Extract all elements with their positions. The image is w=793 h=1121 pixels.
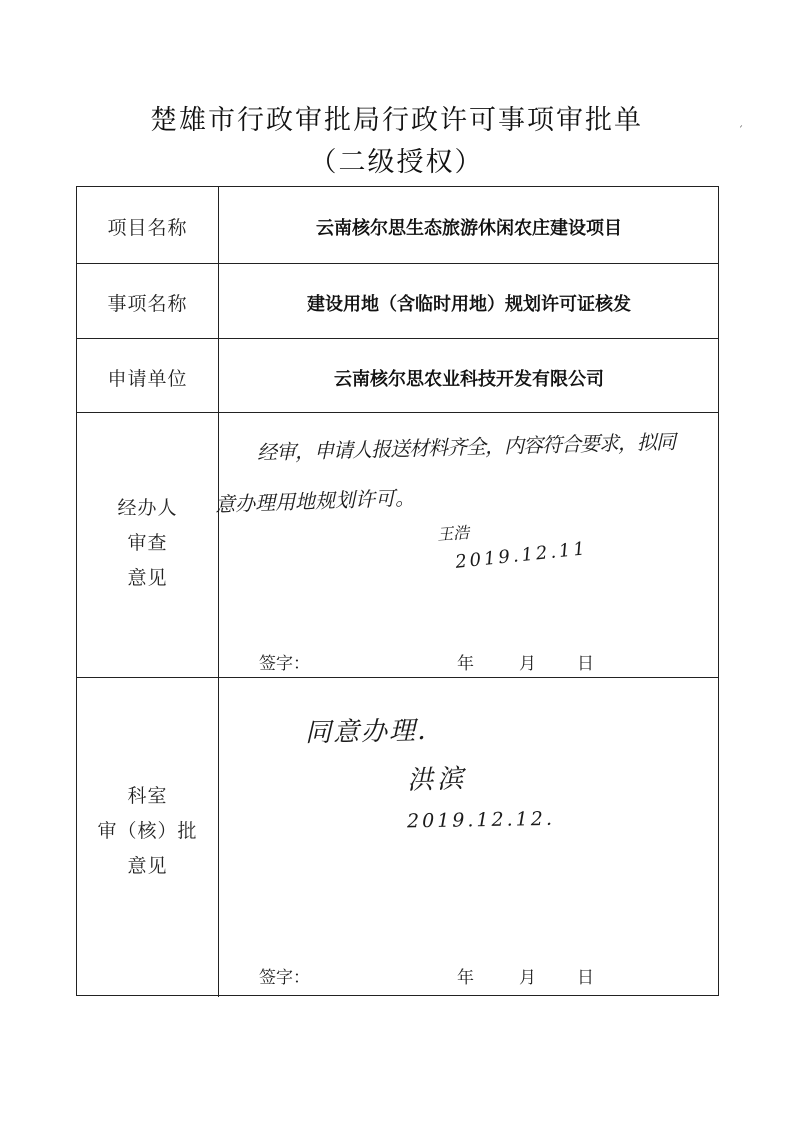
section-signature: 洪滨 — [406, 763, 468, 797]
handler-signature: 王浩 — [436, 522, 470, 545]
handler-review-label-line: 意见 — [127, 567, 168, 590]
item-name-label: 事项名称 — [107, 293, 188, 315]
handler-review-label-line: 审查 — [127, 532, 168, 555]
handler-opinion-line2: 意办理用地规划许可。 — [214, 485, 416, 517]
section-approval-label-line: 意见 — [127, 855, 168, 878]
row-divider — [77, 263, 718, 264]
corner-mark: ˊ — [738, 126, 743, 137]
handler-month-label: 月 — [519, 654, 536, 674]
section-approval-label-line: 科室 — [127, 785, 168, 807]
approval-form-table — [76, 186, 719, 996]
handler-date: 2019.12.11 — [454, 538, 589, 573]
section-month-label: 月 — [519, 968, 536, 988]
handler-day-label: 日 — [577, 654, 594, 674]
item-name-value: 建设用地（含临时用地）规划许可证核发 — [307, 294, 631, 315]
row-divider — [77, 677, 718, 678]
section-date: 2019.12.12． — [406, 807, 569, 833]
project-name-label: 项目名称 — [107, 217, 188, 239]
section-sign-label: 签字： — [259, 968, 310, 988]
section-year-label: 年 — [457, 968, 474, 988]
document-title: 楚雄市行政审批局行政许可事项审批单 — [150, 105, 643, 136]
handler-year-label: 年 — [457, 654, 474, 674]
handler-review-label — [77, 491, 218, 596]
row-divider — [77, 338, 718, 339]
section-day-label: 日 — [577, 968, 594, 988]
section-opinion: 同意办理． — [304, 715, 446, 749]
handler-sign-label: 签字： — [259, 654, 310, 674]
section-approval-label-line: 审（核）批 — [97, 820, 198, 843]
handler-review-label-line: 经办人 — [117, 497, 178, 519]
document-subtitle: （二级授权） — [309, 147, 484, 178]
section-approval-label — [77, 779, 218, 884]
project-name-value: 云南核尔思生态旅游休闲农庄建设项目 — [316, 218, 622, 239]
handler-opinion-line1: 经审，申请人报送材料齐全，内容符合要求，拟同 — [256, 429, 676, 465]
applicant-value: 云南核尔思农业科技开发有限公司 — [334, 369, 604, 390]
row-divider — [77, 412, 718, 413]
applicant-label: 申请单位 — [107, 368, 188, 390]
